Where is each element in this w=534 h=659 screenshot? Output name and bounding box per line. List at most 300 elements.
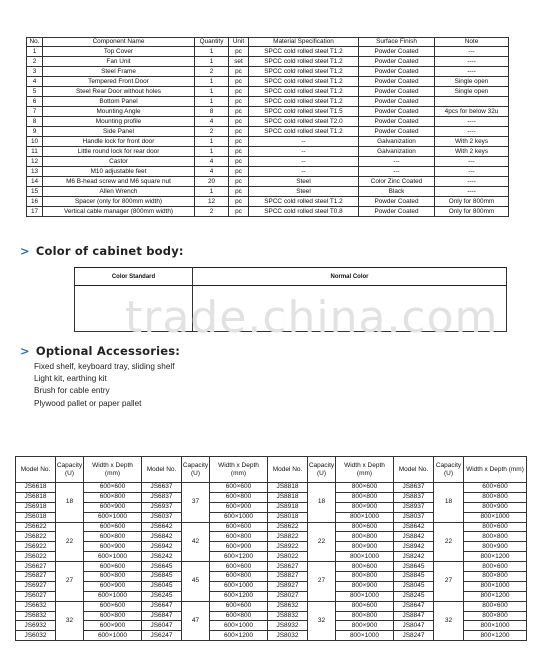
capacity-cell: 18	[434, 483, 464, 523]
model-number-cell: JS8047	[394, 621, 434, 631]
component-cell: SPCC cold rolled steel T1.2	[249, 57, 359, 67]
component-cell: Powder Coated	[359, 197, 435, 207]
dimension-cell: 800×600	[336, 562, 394, 572]
color-section-heading	[20, 244, 184, 258]
models-column-header: Capacity (U)	[182, 457, 210, 483]
component-cell: Powder Coated	[359, 97, 435, 107]
accessories-title: Optional Accessories:	[35, 344, 181, 358]
dimension-cell: 600×900	[84, 621, 142, 631]
model-number-cell: JS8032	[268, 631, 308, 641]
component-row	[27, 47, 509, 57]
models-column-header: Model No.	[394, 457, 434, 483]
component-cell: 1	[195, 47, 229, 57]
dimension-cell: 800×800	[464, 492, 527, 502]
component-cell: 1	[27, 47, 43, 57]
component-cell: Powder Coated	[359, 57, 435, 67]
color-standard-header: Color Standard	[75, 268, 193, 286]
capacity-cell: 32	[308, 601, 336, 641]
models-column-header: Capacity (U)	[56, 457, 84, 483]
component-cell: SPCC cold rolled steel T1.2	[249, 87, 359, 97]
models-column-header: Model No.	[142, 457, 182, 483]
model-number-cell: JS8247	[394, 631, 434, 641]
component-cell: Only for 800mm	[435, 197, 509, 207]
color-section-title: Color of cabinet body:	[35, 244, 184, 258]
model-number-cell: JS8242	[394, 552, 434, 562]
dimension-cell: 600×1200	[210, 552, 268, 562]
model-number-cell: JS6622	[16, 522, 56, 532]
component-cell: 4pcs for below 32u	[435, 107, 509, 117]
dimension-cell: 600×800	[84, 492, 142, 502]
component-cell: 4	[27, 77, 43, 87]
component-cell: ----	[435, 187, 509, 197]
model-number-cell: JS8647	[394, 601, 434, 611]
dimension-cell: 600×1000	[84, 591, 142, 601]
dimension-cell: 800×800	[336, 611, 394, 621]
model-number-cell: JS6918	[16, 502, 56, 512]
dimension-cell: 600×1200	[210, 591, 268, 601]
component-cell: 7	[27, 107, 43, 117]
dimension-cell: 600×1200	[210, 631, 268, 641]
model-number-cell: JS6032	[16, 631, 56, 641]
component-cell: 2	[27, 57, 43, 67]
model-number-cell: JS8937	[394, 502, 434, 512]
models-column-header: Width x Depth (mm)	[84, 457, 142, 483]
model-number-cell: JS8642	[394, 522, 434, 532]
accessories-list	[34, 361, 174, 410]
component-cell: 4	[195, 157, 229, 167]
model-number-cell: JS8037	[394, 512, 434, 522]
model-number-cell: JS8245	[394, 591, 434, 601]
dimension-cell: 800×1000	[336, 591, 394, 601]
component-cell: Powder Coated	[359, 127, 435, 137]
component-cell: Steel Rear Door without holes	[43, 87, 195, 97]
dimension-cell: 600×800	[210, 532, 268, 542]
component-cell: Castor	[43, 157, 195, 167]
model-number-cell: JS6837	[142, 492, 182, 502]
component-cell: pc	[229, 147, 249, 157]
model-number-cell: JS8922	[268, 542, 308, 552]
model-number-cell: JS6037	[142, 512, 182, 522]
component-cell: Mounting profile	[43, 117, 195, 127]
model-number-cell: JS8632	[268, 601, 308, 611]
components-column-header: Unit	[229, 38, 249, 47]
component-cell: pc	[229, 197, 249, 207]
component-cell: Powder Coated	[359, 117, 435, 127]
model-number-cell: JS6827	[16, 572, 56, 582]
model-number-cell: JS8027	[268, 591, 308, 601]
dimension-cell: 600×800	[84, 611, 142, 621]
model-number-cell: JS8932	[268, 621, 308, 631]
model-number-cell: JS6242	[142, 552, 182, 562]
component-row	[27, 147, 509, 157]
dimension-cell: 600×800	[84, 572, 142, 582]
chevron-right-icon: >	[20, 244, 30, 258]
component-cell: Black	[359, 187, 435, 197]
dimension-cell: 800×900	[336, 542, 394, 552]
component-cell	[435, 97, 509, 107]
component-row	[27, 197, 509, 207]
component-cell: 11	[27, 147, 43, 157]
components-column-header: Component Name	[43, 38, 195, 47]
chevron-right-icon: >	[20, 344, 30, 358]
dimension-cell: 800×1000	[464, 621, 527, 631]
component-cell: ----	[435, 117, 509, 127]
model-number-cell: JS8827	[268, 572, 308, 582]
model-number-cell: JS8045	[394, 581, 434, 591]
component-row	[27, 187, 509, 197]
normal-color-header: Normal Color	[193, 268, 507, 286]
model-number-cell: JS8845	[394, 572, 434, 582]
component-cell: Steel	[249, 177, 359, 187]
dimension-cell: 800×1200	[464, 552, 527, 562]
model-number-cell: JS8818	[268, 483, 308, 493]
component-cell: 8	[27, 117, 43, 127]
dimension-cell: 800×1200	[464, 631, 527, 641]
component-cell: 1	[195, 97, 229, 107]
component-cell: set	[229, 57, 249, 67]
dimension-cell: 800×1000	[464, 581, 527, 591]
component-cell: SPCC cold rolled steel T1.2	[249, 77, 359, 87]
model-number-cell: JS8837	[394, 492, 434, 502]
component-cell: 12	[27, 157, 43, 167]
component-cell: ----	[435, 177, 509, 187]
model-number-cell: JS6927	[16, 581, 56, 591]
dimension-cell: 800×600	[336, 601, 394, 611]
model-number-cell: JS6822	[16, 532, 56, 542]
component-cell: pc	[229, 97, 249, 107]
component-cell: pc	[229, 77, 249, 87]
component-cell: 2	[195, 127, 229, 137]
dimension-cell: 600×1000	[210, 512, 268, 522]
model-row	[16, 522, 527, 532]
component-cell: 9	[27, 127, 43, 137]
model-number-cell: JS6922	[16, 542, 56, 552]
model-row	[16, 562, 527, 572]
component-cell: ---	[435, 167, 509, 177]
component-cell: 2	[195, 67, 229, 77]
component-cell: Bottom Panel	[43, 97, 195, 107]
dimension-cell: 800×600	[464, 522, 527, 532]
dimension-cell: 600×600	[210, 483, 268, 493]
dimension-cell: 600×800	[210, 572, 268, 582]
dimension-cell: 800×900	[464, 542, 527, 552]
component-cell: pc	[229, 207, 249, 217]
component-cell: ---	[435, 157, 509, 167]
capacity-cell: 27	[56, 562, 84, 602]
dimension-cell: 600×600	[84, 562, 142, 572]
model-number-cell: JS8832	[268, 611, 308, 621]
dimension-cell: 600×800	[84, 532, 142, 542]
capacity-cell: 37	[182, 483, 210, 523]
model-number-cell: JS6027	[16, 591, 56, 601]
dimension-cell: 800×1000	[464, 512, 527, 522]
component-row	[27, 77, 509, 87]
dimension-cell: 600×900	[84, 581, 142, 591]
capacity-cell: 42	[182, 522, 210, 562]
model-number-cell: JS6632	[16, 601, 56, 611]
accessory-item: Fixed shelf, keyboard tray, sliding shelf	[34, 362, 175, 371]
component-cell: pc	[229, 137, 249, 147]
accessory-item: Light kit, earthing kit	[34, 374, 107, 384]
component-cell: pc	[229, 47, 249, 57]
model-number-cell: JS6045	[142, 581, 182, 591]
component-cell: SPCC cold rolled steel T1.2	[249, 97, 359, 107]
component-cell: ----	[435, 67, 509, 77]
component-cell: SPCC cold rolled steel T1.2	[249, 127, 359, 137]
component-cell: ---	[359, 167, 435, 177]
component-cell: Top Cover	[43, 47, 195, 57]
component-cell: Mounting Angle	[43, 107, 195, 117]
component-cell: pc	[229, 177, 249, 187]
model-row	[16, 601, 527, 611]
dimension-cell: 600×900	[210, 502, 268, 512]
model-number-cell: JS6842	[142, 532, 182, 542]
component-cell: SPCC cold rolled steel T1.2	[249, 47, 359, 57]
component-cell: Powder Coated	[359, 77, 435, 87]
component-row	[27, 87, 509, 97]
dimension-cell: 800×1200	[464, 591, 527, 601]
component-cell: pc	[229, 87, 249, 97]
component-cell: 1	[195, 57, 229, 67]
model-number-cell: JS8822	[268, 532, 308, 542]
dimension-cell: 800×800	[336, 532, 394, 542]
capacity-cell: 18	[56, 483, 84, 523]
component-cell: Allen Wrench	[43, 187, 195, 197]
components-column-header: Note	[435, 38, 509, 47]
model-number-cell: JS8018	[268, 512, 308, 522]
dimension-cell: 600×600	[84, 522, 142, 532]
model-number-cell: JS8942	[394, 542, 434, 552]
model-number-cell: JS8818	[268, 492, 308, 502]
capacity-cell: 32	[56, 601, 84, 641]
dimension-cell: 800×800	[464, 611, 527, 621]
model-number-cell: JS8847	[394, 611, 434, 621]
capacity-cell: 45	[182, 562, 210, 602]
component-row	[27, 137, 509, 147]
components-column-header: No.	[27, 38, 43, 47]
model-number-cell: JS8918	[268, 502, 308, 512]
component-cell: Steel	[249, 187, 359, 197]
component-cell: ---	[435, 47, 509, 57]
component-cell: --	[249, 147, 359, 157]
component-cell: Color Zinc Coated	[359, 177, 435, 187]
model-number-cell: JS6047	[142, 621, 182, 631]
model-number-cell: JS6627	[16, 562, 56, 572]
component-cell: Handle lock for front door	[43, 137, 195, 147]
component-cell: Spacer (only for 800mm width)	[43, 197, 195, 207]
model-number-cell: JS8927	[268, 581, 308, 591]
component-cell: Side Panel	[43, 127, 195, 137]
accessories-heading	[20, 344, 180, 358]
model-number-cell: JS8645	[394, 562, 434, 572]
component-cell: Powder Coated	[359, 87, 435, 97]
dimension-cell: 600×1000	[84, 512, 142, 522]
component-cell: 15	[27, 187, 43, 197]
component-cell: Powder Coated	[359, 207, 435, 217]
dimension-cell: 800×1000	[336, 552, 394, 562]
component-cell: 1	[195, 187, 229, 197]
component-cell: ---	[359, 157, 435, 167]
component-cell: SPCC cold rolled steel T1.2	[249, 197, 359, 207]
capacity-cell: 22	[56, 522, 84, 562]
model-number-cell: JS6647	[142, 601, 182, 611]
capacity-cell: 47	[182, 601, 210, 641]
models-column-header: Width x Depth (mm)	[336, 457, 394, 483]
component-row	[27, 107, 509, 117]
component-cell: 4	[195, 167, 229, 177]
component-cell: With 2 keys	[435, 137, 509, 147]
component-cell: Fan Unit	[43, 57, 195, 67]
component-cell: 14	[27, 177, 43, 187]
component-row	[27, 67, 509, 77]
components-column-header: Quantity	[195, 38, 229, 47]
component-cell: SPCC cold rolled steel T1.5	[249, 107, 359, 117]
model-number-cell: JS8637	[394, 483, 434, 493]
models-table	[15, 456, 527, 641]
component-cell: 8	[195, 107, 229, 117]
dimension-cell: 800×1000	[336, 631, 394, 641]
component-cell: Galvanization	[359, 147, 435, 157]
component-row	[27, 97, 509, 107]
component-cell: Tempered Front Door	[43, 77, 195, 87]
component-cell: ----	[435, 127, 509, 137]
model-number-cell: JS6942	[142, 542, 182, 552]
component-cell: 12	[195, 197, 229, 207]
component-cell: Only for 800mm	[435, 207, 509, 217]
dimension-cell: 600×600	[210, 601, 268, 611]
dimension-cell: 600×900	[210, 542, 268, 552]
dimension-cell: 600×600	[84, 601, 142, 611]
models-column-header: Model No.	[268, 457, 308, 483]
components-header-row	[27, 38, 509, 47]
component-cell: --	[249, 167, 359, 177]
component-cell: pc	[229, 107, 249, 117]
models-column-header: Model No.	[16, 457, 56, 483]
component-cell: 17	[27, 207, 43, 217]
component-cell: 1	[195, 87, 229, 97]
model-number-cell: JS6645	[142, 562, 182, 572]
models-column-header: Capacity (U)	[308, 457, 336, 483]
model-number-cell: JS8022	[268, 552, 308, 562]
dimension-cell: 800×800	[464, 572, 527, 582]
models-header-row	[16, 457, 527, 483]
component-cell: 3	[27, 67, 43, 77]
component-cell: 10	[27, 137, 43, 147]
model-number-cell: JS6618	[16, 483, 56, 493]
accessory-item: Brush for cable entry	[34, 386, 110, 396]
component-cell: pc	[229, 187, 249, 197]
model-number-cell: JS6845	[142, 572, 182, 582]
model-number-cell: JS6022	[16, 552, 56, 562]
component-cell: Powder Coated	[359, 67, 435, 77]
dimension-cell: 600×900	[84, 502, 142, 512]
components-table	[26, 37, 509, 217]
component-cell: 16	[27, 197, 43, 207]
model-number-cell: JS6818	[16, 492, 56, 502]
accessory-item: Plywood pallet or paper pallet	[34, 398, 142, 408]
component-cell: ----	[435, 57, 509, 67]
component-cell: Little round lock for rear door	[43, 147, 195, 157]
dimension-cell: 800×900	[336, 581, 394, 591]
dimension-cell: 600×600	[210, 522, 268, 532]
component-cell: 6	[27, 97, 43, 107]
component-cell: Single open	[435, 77, 509, 87]
capacity-cell: 22	[308, 522, 336, 562]
model-number-cell: JS8627	[268, 562, 308, 572]
component-cell: Powder Coated	[359, 107, 435, 117]
dimension-cell: 600×600	[464, 483, 527, 493]
dimension-cell: 800×600	[464, 562, 527, 572]
dimension-cell: 600×800	[210, 492, 268, 502]
component-cell: pc	[229, 127, 249, 137]
component-row	[27, 57, 509, 67]
capacity-cell: 27	[434, 562, 464, 602]
dimension-cell: 600×600	[84, 483, 142, 493]
dimension-cell: 800×800	[464, 532, 527, 542]
component-cell: Powder Coated	[359, 47, 435, 57]
model-number-cell: JS6245	[142, 591, 182, 601]
watermark: trade.china.com	[125, 292, 499, 343]
component-cell: Galvanization	[359, 137, 435, 147]
dimension-cell: 600×1000	[210, 581, 268, 591]
dimension-cell: 600×900	[84, 542, 142, 552]
component-cell: 1	[195, 147, 229, 157]
model-number-cell: JS8622	[268, 522, 308, 532]
component-cell: M10 adjustable feet	[43, 167, 195, 177]
model-row	[16, 483, 527, 493]
component-cell: --	[249, 157, 359, 167]
capacity-cell: 27	[308, 562, 336, 602]
dimension-cell: 600×1000	[84, 552, 142, 562]
dimension-cell: 800×900	[336, 621, 394, 631]
components-column-header: Material Specification	[249, 38, 359, 47]
component-cell: SPCC cold rolled steel T0.8	[249, 207, 359, 217]
capacity-cell: 22	[434, 522, 464, 562]
component-cell: SPCC cold rolled steel T2.0	[249, 117, 359, 127]
component-row	[27, 157, 509, 167]
model-number-cell: JS6847	[142, 611, 182, 621]
component-cell: --	[249, 137, 359, 147]
model-number-cell: JS8842	[394, 532, 434, 542]
dimension-cell: 800×1000	[336, 512, 394, 522]
dimension-cell: 800×800	[336, 572, 394, 582]
model-number-cell: JS6018	[16, 512, 56, 522]
component-row	[27, 117, 509, 127]
dimension-cell: 800×900	[336, 502, 394, 512]
dimension-cell: 600×1000	[210, 621, 268, 631]
model-number-cell: JS6247	[142, 631, 182, 641]
component-cell: 1	[195, 77, 229, 87]
components-column-header: Surface Finish	[359, 38, 435, 47]
component-cell: M6 B-head screw and M6 square nut	[43, 177, 195, 187]
component-row	[27, 127, 509, 137]
component-cell: Single open	[435, 87, 509, 97]
model-number-cell: JS6937	[142, 502, 182, 512]
component-cell: With 2 keys	[435, 147, 509, 157]
model-number-cell: JS6642	[142, 522, 182, 532]
component-cell: 4	[195, 117, 229, 127]
component-cell: 20	[195, 177, 229, 187]
component-cell: Vertical cable manager (800mm width)	[43, 207, 195, 217]
dimension-cell: 600×1000	[84, 631, 142, 641]
dimension-cell: 800×900	[464, 502, 527, 512]
dimension-cell: 800×600	[336, 522, 394, 532]
component-cell: 5	[27, 87, 43, 97]
component-cell: pc	[229, 167, 249, 177]
component-row	[27, 167, 509, 177]
component-row	[27, 207, 509, 217]
component-cell: Steel Frame	[43, 67, 195, 77]
